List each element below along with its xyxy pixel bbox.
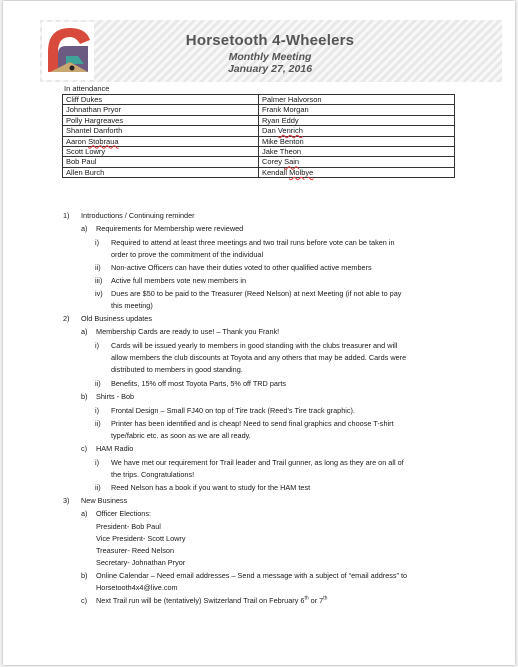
subitem-number: ii) [95,379,101,388]
officer-entry: Secretary- Johnathan Pryor [96,558,186,567]
attendee-name: Allen Burch [63,167,259,177]
misspelled-word: Sain [284,157,300,167]
subitem-text: Printer has been identified and is cheap! Need to send final graphics and choose T-shirt [111,419,394,428]
subitem-number: i) [95,406,100,415]
officer-entry: President- Bob Paul [96,522,161,531]
subitem-number: iv) [95,289,103,298]
subitem-text: the trips. Congratulations! [111,470,195,479]
ordinal-suffix: th [304,595,309,602]
subitem-number: i) [95,238,100,247]
subitem-number: ii) [95,419,101,428]
subitem-text: distributed to members in good standing. [111,365,243,374]
attendee-name: Cliff Dukes [63,95,259,105]
item-text: Requirements for Membership were reviewed [96,224,244,233]
subitem-text: Dues are $50 to be paid to the Treasurer (Reed Nelson) at next Meeting (if not able to pay [111,289,402,298]
email-address: Horsetooth4x4@live.com [96,583,178,592]
attendance-label: In attendance [64,84,110,93]
subitem-text: Active full members vote new members in [111,276,247,285]
attendee-name: Bob Paul [63,157,259,167]
misspelled-word: Molbye [289,167,314,177]
section-heading: New Business [81,496,128,505]
item-number: c) [81,596,88,605]
org-title: Horsetooth 4-Wheelers [185,32,355,49]
attendee-name: Mike Benton [259,136,455,146]
subitem-number: ii) [95,263,101,272]
subitem-number: i) [95,341,100,350]
subitem-text: order to prove the commitment of the individual [111,250,264,259]
attendee-name: Scott Lowry [63,147,259,157]
item-number: a) [81,224,88,233]
item-number: b) [81,392,88,401]
subitem-text: allow members the club discounts at Toyota and any others that may be added. Cards were [111,353,407,362]
item-text: Membership Cards are ready to use! – Thank you Frank! [96,327,280,336]
attendee-name: Corey Sain [259,157,455,167]
item-text: HAM Radio [96,444,134,453]
attendee-name: Shantel Danforth [63,126,259,136]
subitem-number: iii) [95,276,103,285]
item-number: a) [81,327,88,336]
subitem-text: Cards will be issued yearly to members in good standing with the clubs treasurer and will [111,341,398,350]
attendee-name: Polly Hargreaves [63,115,259,125]
item-number: c) [81,444,88,453]
attendee-name: Dan Venrich [259,126,455,136]
attendee-name: Palmer Halvorson [259,95,455,105]
section-number: 2) [63,314,70,323]
misspelled-word: Venrich [277,126,303,136]
item-text: Shirts - Bob [96,392,135,401]
section-number: 1) [63,211,70,220]
subitem-text: this meeting) [111,301,153,310]
next-run-text: or 7 [308,596,324,605]
subitem-text: type/fabric etc. as soon as we are all ready. [111,431,251,440]
officer-entry: Vice President- Scott Lowry [96,534,186,543]
subitem-text: Reed Nelson has a book if you want to study for the HAM test [111,483,311,492]
subitem-number: i) [95,458,100,467]
item-number: a) [81,509,88,518]
section-number: 3) [63,496,70,505]
attendee-name: Ryan Eddy [259,115,455,125]
item-number: b) [81,571,88,580]
attendee-name: Kendall Molbye [259,167,455,177]
attendee-name: Jake Theon [259,147,455,157]
item-text [96,595,327,606]
subitem-text: Non-active Officers can have their duties voted to other qualified active members [111,263,372,272]
section-heading: Old Business updates [81,314,152,323]
misspelled-word: Stobraua [88,136,119,146]
item-text: Officer Elections: [96,509,152,518]
subitem-number: ii) [95,483,101,492]
section-heading: Introductions / Continuing reminder [81,211,195,220]
subitem-text: Benefits, 15% off most Toyota Parts, 5% off TRD parts [111,379,287,388]
item-text: Online Calendar – Need email addresses – Send a message with a subject of “email address” to [96,571,408,580]
next-run-text: Next Trail run will be (tentatively) Switzerland Trail on February 6 [96,596,305,605]
subitem-text: Frontal Design – Small FJ40 on top of Tire track (Reed’s Tire track graphic). [111,406,356,415]
subitem-text: We have met our requirement for Trail leader and Trail gunner, as long as they are on all of [111,458,404,467]
ordinal-suffix: th [323,595,328,602]
officer-entry: Treasurer- Reed Nelson [96,546,174,555]
meeting-date: January 27, 2016 [227,63,313,75]
attendee-name: Frank Morgan [259,105,455,115]
attendee-name: Aaron Stobraua [63,136,259,146]
attendee-name: Johnathan Pryor [63,105,259,115]
subitem-text: Required to attend at least three meetings and two trail runs before vote can be taken in [111,238,395,247]
meeting-subtitle: Monthly Meeting [228,51,312,63]
